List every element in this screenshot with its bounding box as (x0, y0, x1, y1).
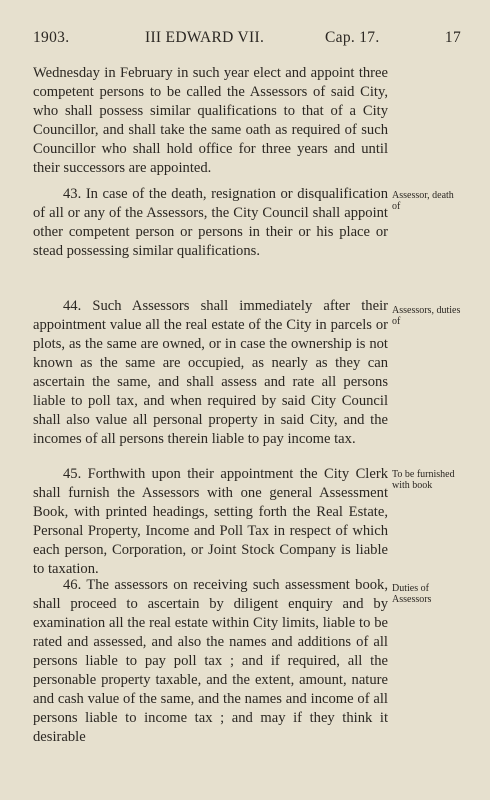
page-number: 17 (444, 29, 461, 46)
section-text: In case of the death, resignation or disqualification of all or any of the Assessors, the City Council shall appoint other competent person or persons in their or his place or stead possessing similar qualifications. (33, 186, 388, 259)
section-46 (33, 576, 388, 747)
section-number: 45. (63, 466, 82, 482)
margin-note-44: Assessors, duties of (392, 305, 461, 327)
continuation-paragraph: Wednesday in February in such year elect and appoint three competent persons to be called the Assessors of said City, who shall possess similar qualifications to that of a City Councillor, and shall take the same oath as required of such Councillor who shall hold office for three years and until their successors are appointed. (33, 65, 388, 176)
header-chapter: Cap. 17. (325, 29, 380, 46)
margin-note-43: Assessor, death of (392, 190, 454, 212)
section-text: Such Assessors shall immediately after their appointment value all the real estate of the City in parcels or plots, as the same are owned, or in case the ownership is not known as the same are occupied, as nearly as they can ascertain the same, and shall assess and rate all persons liable to poll tax, and when required by said City Council shall also value all personal property in said City, and the incomes of all persons therein liable to pay income tax. (33, 298, 388, 447)
section-text: The assessors on receiving such assessment book, shall proceed to ascertain by diligent enquiry and by examination all the real estate within City limits, liable to be rated and assessed, and also the names and additions of all persons liable to pay poll tax ; and if required, all the personable property taxable, and the extent, amount, nature and cash value of the same, and the names and income of all persons liable to income tax ; and may if they think it desirable (33, 577, 388, 745)
margin-note-45: To be furnished with book (392, 469, 455, 491)
section-45 (33, 465, 388, 579)
section-number: 43. (63, 186, 82, 202)
header-year: 1903. (33, 29, 70, 46)
section-number: 46. (63, 577, 82, 593)
margin-note-46: Duties of Assessors (392, 583, 432, 605)
header-reign: III EDWARD VII. (145, 29, 265, 46)
section-text: Forthwith upon their appointment the City Clerk shall furnish the Assessors with one general Assessment Book, with printed headings, setting forth the Real Estate, Personal Property, Income and Poll Tax in respect of which each person, Corporation, or Joint Stock Company is liable to taxation. (33, 466, 388, 577)
section-43 (33, 185, 388, 261)
section-number: 44. (63, 298, 82, 314)
section-44 (33, 297, 388, 449)
running-header (33, 29, 461, 49)
